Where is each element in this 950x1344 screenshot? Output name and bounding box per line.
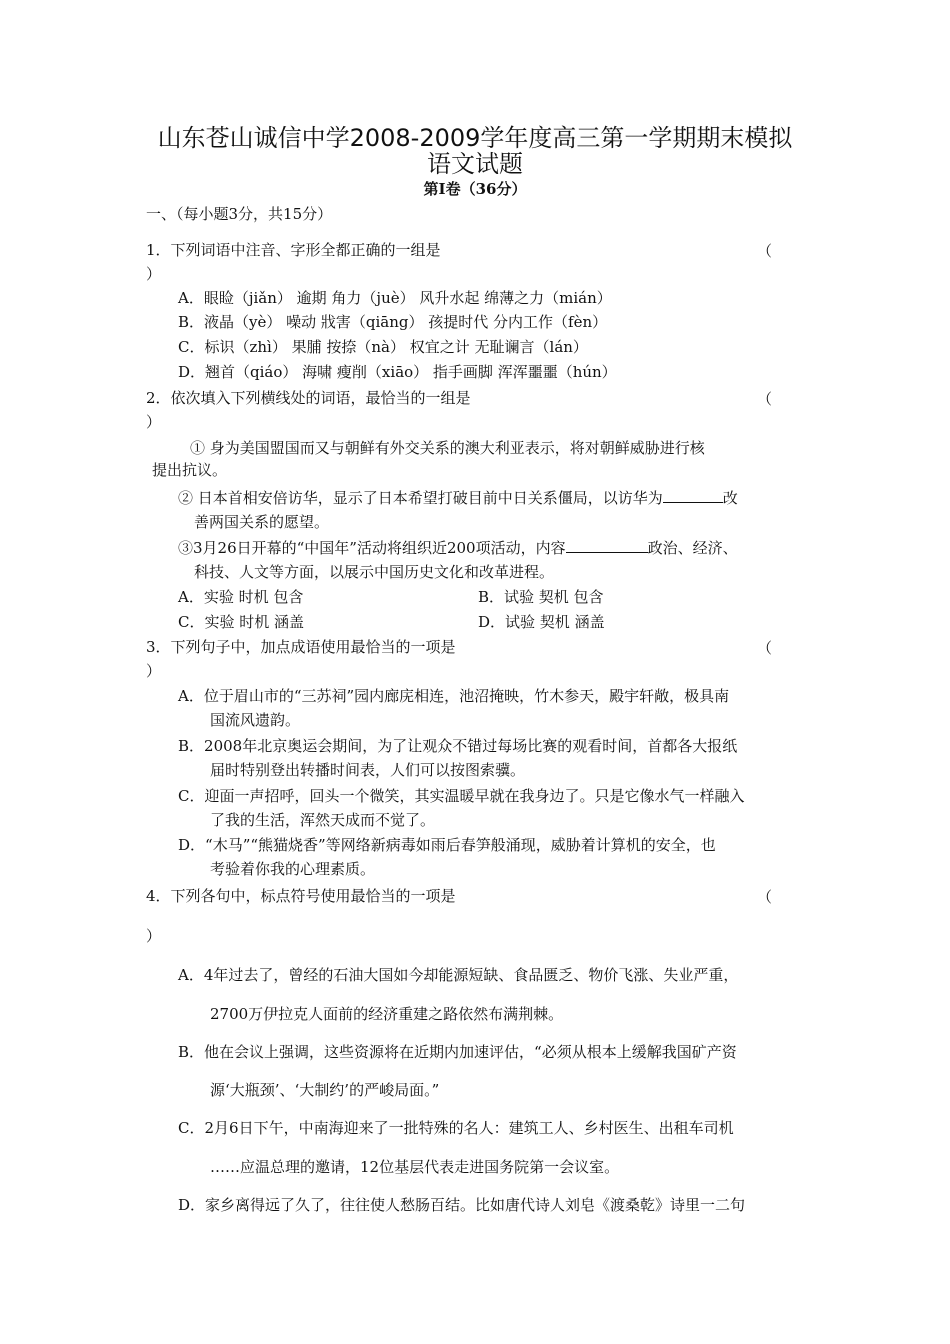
q2-paren-close: ） bbox=[146, 413, 162, 431]
section-heading: 第Ⅰ卷（36分） bbox=[423, 180, 527, 198]
q3-option-b-line1: B．2008年北京奥运会期间，为了让观众不错过每场比赛的观看时间，首都各大报纸 bbox=[178, 737, 738, 755]
q2-sentence2-line1 bbox=[178, 488, 738, 508]
q2-option-c: C．实验 时机 涵盖 bbox=[178, 613, 305, 631]
q2-option-b: B．试验 契机 包含 bbox=[478, 588, 604, 606]
q2-sentence3-tail: 政治、经济、 bbox=[647, 539, 738, 557]
q2-sentence1-line2: 提出抗议。 bbox=[152, 461, 228, 479]
q3-option-d-line2: 考验着你我的心理素质。 bbox=[210, 860, 376, 878]
q2-sentence3-line1 bbox=[178, 538, 738, 558]
q3-paren-close: ） bbox=[146, 662, 162, 680]
q3-paren-open: （ bbox=[757, 639, 773, 657]
q4-option-a-line2: 2700万伊拉克人面前的经济重建之路依然布满荆棘。 bbox=[210, 1005, 564, 1023]
q2-blank-3 bbox=[566, 538, 648, 553]
q2-sentence2-line2: 善两国关系的愿望。 bbox=[194, 513, 330, 531]
q3-option-a-line1: A．位于眉山市的“三苏祠”园内廊庑相连，池沼掩映，竹木参天，殿宇轩敞，极具南 bbox=[178, 687, 730, 705]
q1-option-d: D．翘首（qiáo） 海啸 瘦削（xiāo） 指手画脚 浑浑噩噩（hún） bbox=[178, 363, 617, 381]
part1-heading: 一、（每小题3分，共15分） bbox=[146, 205, 333, 223]
q4-option-c-line2: ……应温总理的邀请，12位基层代表走进国务院第一会议室。 bbox=[210, 1158, 620, 1176]
q1-option-a: A．眼睑（jiǎn） 逾期 角力（juè） 风升水起 绵薄之力（mián） bbox=[178, 289, 612, 307]
q2-sentence2-text: ② 日本首相安倍访华，显示了日本希望打破目前中日关系僵局，以访华为 bbox=[178, 489, 663, 507]
q3-option-d-line1: D．“木马”“熊猫烧香”等网络新病毒如雨后春笋般涌现，威胁着计算机的安全，也 bbox=[178, 836, 716, 854]
q4-paren-open: （ bbox=[757, 888, 773, 906]
q4-stem: 4．下列各句中，标点符号使用最恰当的一项是 bbox=[146, 887, 456, 905]
q2-sentence2-tail: 改 bbox=[722, 489, 738, 507]
q2-stem: 2．依次填入下列横线处的词语，最恰当的一组是 bbox=[146, 389, 471, 407]
q2-option-d: D．试验 契机 涵盖 bbox=[478, 613, 605, 631]
q4-option-a-line1: A．4年过去了，曾经的石油大国如今却能源短缺、食品匮乏、物价飞涨、失业严重， bbox=[178, 966, 739, 984]
doc-title-line1: 山东苍山诚信中学2008-2009学年度高三第一学期期末模拟 bbox=[157, 124, 793, 152]
q4-paren-close: ） bbox=[146, 927, 162, 945]
q4-option-b-line2: 源‘大瓶颈’、‘大制约’的严峻局面。” bbox=[210, 1081, 440, 1099]
q1-option-c: C．标识（zhì） 果脯 按捺（nà） 权宜之计 无耻谰言（lán） bbox=[178, 338, 588, 356]
doc-title-line2: 语文试题 bbox=[427, 150, 523, 178]
q3-stem: 3．下列句子中，加点成语使用最恰当的一项是 bbox=[146, 638, 456, 656]
q3-option-c-line1: C．迎面一声招呼，回头一个微笑，其实温暖早就在我身边了。只是它像水气一样融入 bbox=[178, 787, 745, 805]
q1-option-b: B．液晶（yè） 噪动 戕害（qiāng） 孩提时代 分内工作（fèn） bbox=[178, 313, 608, 331]
q3-option-a-line2: 国流风遗韵。 bbox=[210, 711, 301, 729]
q4-option-d-line1: D．家乡离得远了久了，往往使人愁肠百结。比如唐代诗人刘皂《渡桑乾》诗里一二句 bbox=[178, 1196, 746, 1214]
q2-blank-2 bbox=[663, 488, 723, 503]
q4-option-b-line1: B．他在会议上强调，这些资源将在近期内加速评估，“必须从根本上缓解我国矿产资 bbox=[178, 1043, 737, 1061]
q2-paren-open: （ bbox=[757, 390, 773, 408]
q2-sentence3-text: ③3月26日开幕的“中国年”活动将组织近200项活动，内容 bbox=[178, 539, 566, 557]
q4-option-c-line1: C．2月6日下午，中南海迎来了一批特殊的名人：建筑工人、乡村医生、出租车司机 bbox=[178, 1119, 734, 1137]
q2-sentence1-line1: ① 身为美国盟国而又与朝鲜有外交关系的澳大利亚表示，将对朝鲜威胁进行核 bbox=[190, 439, 705, 457]
q3-option-b-line2: 届时特别登出转播时间表，人们可以按图索骥。 bbox=[210, 761, 526, 779]
q3-option-c-line2: 了我的生活，浑然天成而不觉了。 bbox=[210, 811, 436, 829]
q2-option-a: A．实验 时机 包含 bbox=[178, 588, 304, 606]
q1-paren-open: （ bbox=[757, 242, 773, 260]
q1-paren-close: ） bbox=[146, 265, 162, 283]
q2-sentence3-line2: 科技、人文等方面，以展示中国历史文化和改革进程。 bbox=[194, 563, 555, 581]
q1-stem: 1．下列词语中注音、字形全都正确的一组是 bbox=[146, 241, 441, 259]
